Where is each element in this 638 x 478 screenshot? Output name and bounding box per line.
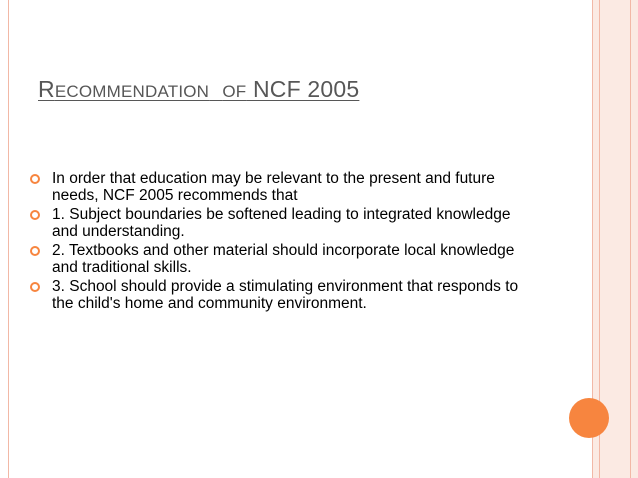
bullet-item (30, 206, 520, 240)
bullet-circle-icon (30, 174, 40, 184)
bullet-text: 2. Textbooks and other material should incorporate local knowledge and traditional skills. (52, 242, 515, 276)
title-suffix: NCF 2005 (246, 76, 360, 102)
bullet-item (30, 170, 520, 204)
bullet-text: 3. School should provide a stimulating environment that responds to the child's home and community environment. (52, 278, 519, 312)
bullet-list (30, 170, 520, 314)
title-initial-cap: R (38, 76, 55, 102)
left-border-line (8, 0, 9, 478)
right-border-line (630, 0, 631, 478)
bullet-text: In order that education may be relevant to the present and future needs, NCF 2005 recommends that (52, 170, 495, 204)
title-small-caps-word: ECOMMENDATION (54, 82, 210, 101)
bullet-circle-icon (30, 246, 40, 256)
bullet-item (30, 278, 520, 312)
bullet-circle-icon (30, 210, 40, 220)
bullet-item (30, 242, 520, 276)
bullet-text: 1. Subject boundaries be softened leading to integrated knowledge and understanding. (52, 206, 511, 240)
orange-circle-decoration (569, 398, 609, 438)
title-small-caps-word: OF (222, 82, 247, 101)
bullet-circle-icon (30, 282, 40, 292)
slide-title (38, 68, 359, 105)
title-spacer (209, 76, 222, 102)
